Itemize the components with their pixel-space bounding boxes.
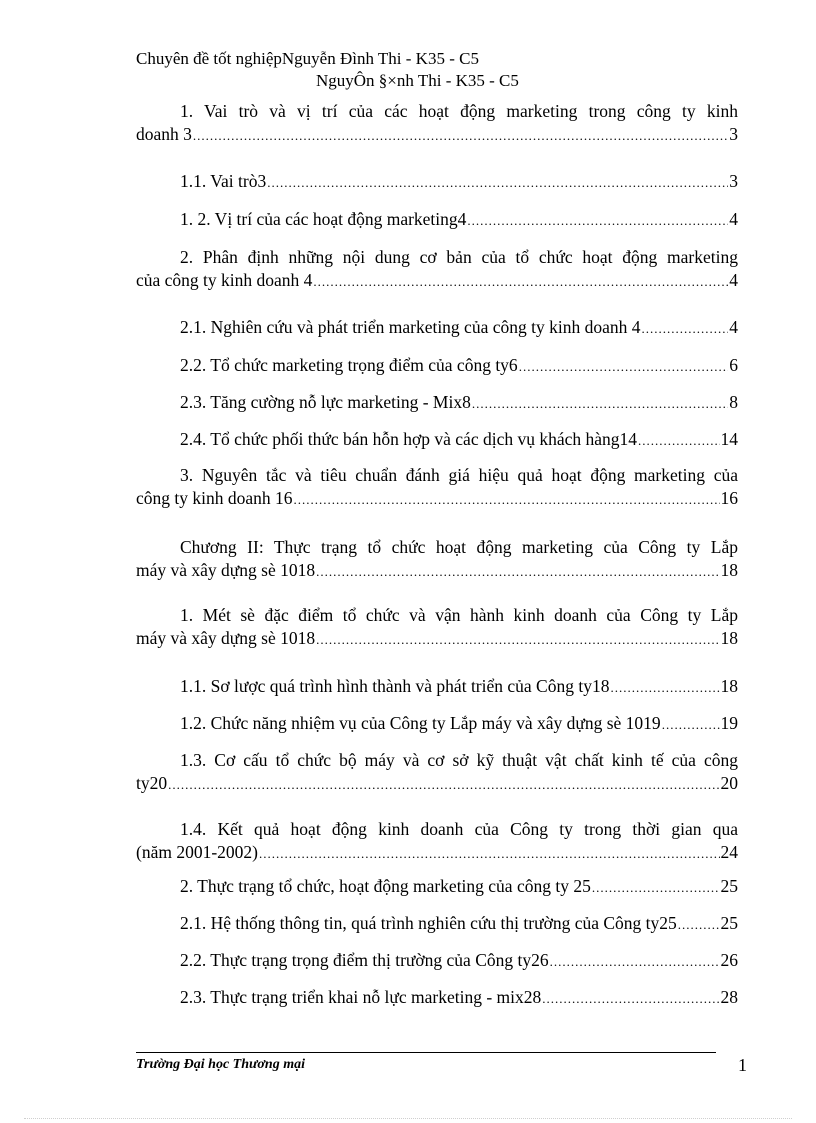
toc-page-number: 3	[729, 124, 738, 144]
toc-page-number: 25	[720, 876, 738, 896]
toc-entry-title-cont: doanh 3	[136, 124, 192, 144]
toc-entry-title: Chương II: Thực trạng tổ chức hoạt động marketing của Công ty Lắp	[180, 537, 738, 557]
toc-page-number: 19	[720, 713, 738, 733]
toc-entry-title-cont: (năm 2001-2002)	[136, 842, 258, 862]
toc-page-number: 4	[729, 270, 738, 290]
toc-page-number: 25	[720, 913, 738, 933]
toc-entry-title: 1.2. Chức năng nhiệm vụ của Công ty Lắp máy và xây dựng sè 1019	[180, 713, 661, 733]
dot-leader	[267, 171, 728, 194]
toc-page-number: 18	[720, 676, 738, 696]
dot-leader	[259, 842, 720, 865]
toc-entry[interactable]	[136, 712, 738, 736]
toc-page-number: 16	[720, 488, 738, 508]
dot-leader	[472, 392, 728, 415]
dot-leader	[193, 124, 728, 147]
dot-leader	[168, 773, 719, 796]
toc-entry-title: 1. Mét sè đặc điểm tổ chức và vận hành kinh doanh của Công ty Lắp	[180, 605, 738, 625]
toc-entry-title: 1.1. Vai trò3	[180, 171, 267, 191]
toc-page-number: 20	[720, 773, 738, 793]
toc-page-number: 24	[720, 842, 738, 862]
dot-leader	[316, 560, 719, 583]
toc-entry[interactable]	[136, 170, 738, 194]
dot-leader	[313, 270, 728, 293]
toc-entry[interactable]	[136, 428, 738, 452]
toc-entry[interactable]	[136, 208, 738, 232]
page-header	[136, 48, 736, 92]
toc-entry[interactable]	[136, 604, 738, 651]
toc-page-number: 26	[720, 950, 738, 970]
header-title-line: Chuyên đề tốt nghiệpNguyễn Đình Thi - K35 - C5	[136, 49, 479, 68]
toc-entry-title: 2.2. Thực trạng trọng điểm thị trường của Công ty26	[180, 950, 549, 970]
header-author-line: NguyÔn §×nh Thi - K35 - C5	[316, 71, 519, 90]
dot-leader	[610, 676, 719, 699]
toc-entry-title: 1.3. Cơ cấu tổ chức bộ máy và cơ sở kỹ thuật vật chất kinh tế của công	[180, 750, 738, 770]
toc-entry[interactable]	[136, 675, 738, 699]
dot-leader	[467, 209, 728, 232]
toc-entry-title: 2.4. Tổ chức phối thức bán hỗn hợp và các dịch vụ khách hàng14	[180, 429, 638, 449]
footer-school-name: Trường Đại học Thương mại	[136, 1057, 305, 1072]
toc-entry[interactable]	[136, 875, 738, 899]
dot-leader	[592, 876, 720, 899]
toc-entry[interactable]	[136, 986, 738, 1010]
toc-entry-title: 2.3. Thực trạng triển khai nỗ lực marketing - mix28	[180, 987, 542, 1007]
toc-entry[interactable]	[136, 246, 738, 293]
toc-entry[interactable]	[136, 464, 738, 511]
dot-leader	[662, 713, 720, 736]
dot-leader	[294, 488, 720, 511]
dot-leader	[678, 913, 720, 936]
toc-page-number: 28	[720, 987, 738, 1007]
toc-entry[interactable]	[136, 818, 738, 865]
toc-entry[interactable]	[136, 354, 738, 378]
toc-page-number: 4	[729, 209, 738, 229]
page-bottom-border	[24, 1118, 792, 1119]
toc-entry-title: 2. Phân định những nội dung cơ bản của tổ chức hoạt động marketing	[180, 247, 738, 267]
toc-entry-title-cont: công ty kinh doanh 16	[136, 488, 293, 508]
footer-page-number: 1	[738, 1055, 747, 1075]
toc-page-number: 18	[720, 628, 738, 648]
toc-entry-title: 2.3. Tăng cường nỗ lực marketing - Mix8	[180, 392, 471, 412]
toc-page-number: 14	[720, 429, 738, 449]
toc-entry[interactable]	[136, 536, 738, 583]
toc-entry-title: 2.2. Tổ chức marketing trọng điểm của công ty6	[180, 355, 518, 375]
toc-entry-title: 2.1. Nghiên cứu và phát triển marketing của công ty kinh doanh 4	[180, 317, 641, 337]
footer-divider	[136, 1052, 716, 1053]
dot-leader	[316, 628, 719, 651]
toc-entry-title: 1.4. Kết quả hoạt động kinh doanh của Công ty trong thời gian qua	[180, 819, 738, 839]
toc-entry[interactable]	[136, 912, 738, 936]
toc-page-number: 18	[720, 560, 738, 580]
toc-page-number: 8	[729, 392, 738, 412]
dot-leader	[641, 317, 728, 340]
toc-page-number: 4	[729, 317, 738, 337]
toc-entry-title: 1. Vai trò và vị trí của các hoạt động marketing trong công ty kinh	[180, 101, 738, 121]
toc-page-number: 3	[729, 171, 738, 191]
toc-entry-title-cont: máy và xây dựng sè 1018	[136, 560, 316, 580]
toc-entry-title-cont: máy và xây dựng sè 1018	[136, 628, 316, 648]
toc-entry[interactable]	[136, 391, 738, 415]
toc-entry-title-cont: ty20	[136, 773, 168, 793]
toc-entry[interactable]	[136, 100, 738, 147]
toc-entry-title-cont: của công ty kinh doanh 4	[136, 270, 313, 290]
dot-leader	[638, 429, 719, 452]
toc-entry-title: 2.1. Hệ thống thông tin, quá trình nghiên cứu thị trường của Công ty25	[180, 913, 677, 933]
toc-entry-title: 1.1. Sơ lược quá trình hình thành và phát triển của Công ty18	[180, 676, 610, 696]
toc-entry-title: 3. Nguyên tắc và tiêu chuẩn đánh giá hiệu quả hoạt động marketing của	[180, 465, 738, 485]
toc-entry-title: 2. Thực trạng tổ chức, hoạt động marketing của công ty 25	[180, 876, 591, 896]
dot-leader	[519, 355, 729, 378]
dot-leader	[542, 987, 719, 1010]
toc-entry-title: 1. 2. Vị trí của các hoạt động marketing4	[180, 209, 467, 229]
toc-entry[interactable]	[136, 316, 738, 340]
toc-page-number: 6	[729, 355, 738, 375]
dot-leader	[550, 950, 720, 973]
toc-entry[interactable]	[136, 749, 738, 796]
toc-entry[interactable]	[136, 949, 738, 973]
